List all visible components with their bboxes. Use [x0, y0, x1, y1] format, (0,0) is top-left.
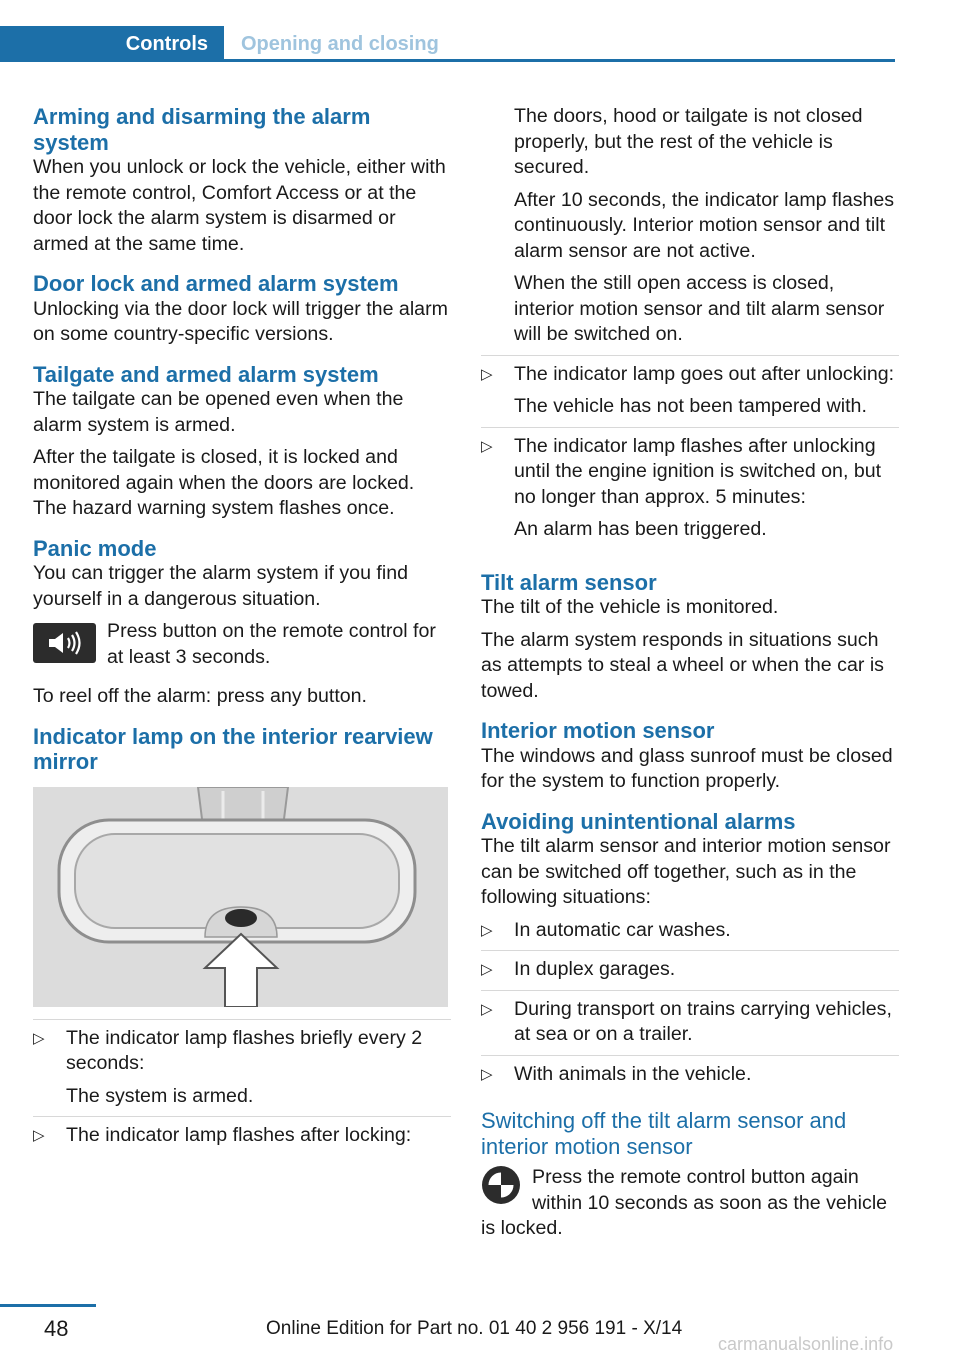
section-door-lock [33, 271, 451, 348]
switch-off-instruction [481, 1165, 899, 1242]
bullet-marker: ▷ [481, 921, 493, 939]
section-switching-off [481, 1108, 899, 1242]
situations-list [481, 918, 899, 1095]
heading-arming: Arming and disarming the alarm system [33, 104, 371, 155]
paragraph: When the still open access is closed, interior motion sensor and tilt alarm sensor will be switched on. [514, 272, 885, 345]
section-tilt-alarm [481, 570, 899, 705]
list-item-subtext: The vehicle has not been tampered with. [514, 395, 867, 417]
bullet-marker: ▷ [33, 1029, 45, 1047]
heading-interior-motion: Interior motion sensor [481, 718, 715, 743]
heading-panic-mode: Panic mode [33, 535, 157, 561]
page-number: 48 [44, 1316, 69, 1341]
bullet-marker: ▷ [481, 961, 493, 978]
heading-tailgate: Tailgate and armed alarm system [33, 361, 379, 387]
bullet-marker: ▷ [481, 437, 493, 455]
list-item [481, 1055, 899, 1095]
bullet-marker: ▷ [481, 365, 493, 383]
paragraph: Unlocking via the door lock will trigger the alarm on some country-specific versions. [33, 297, 448, 345]
bullet-marker: ▷ [33, 1127, 45, 1144]
list-item-text: The indicator lamp flashes after unlocking until the engine ignition is switched on, but no longer than approx. 5 minutes: [514, 434, 882, 508]
paragraph: The tilt of the vehicle is monitored. [481, 596, 779, 618]
list-item-text: In duplex garages. [514, 958, 676, 980]
heading-door-lock: Door lock and armed alarm system [33, 271, 399, 296]
section-avoiding-alarms [481, 809, 899, 1095]
paragraph: The doors, hood or tailgate is not closed properly, but the rest of the vehicle is secured. [514, 105, 863, 178]
paragraph: After 10 seconds, the indicator lamp flashes continuously. Interior motion sensor and tilt alarm sensor are not active. [514, 188, 895, 262]
list-item-text: During transport on trains carrying vehicles, at sea or on a trailer. [514, 997, 892, 1045]
list-item-text: The indicator lamp flashes briefly every 2 seconds: [66, 1026, 423, 1074]
section-tab-opening-closing[interactable]: Opening and closing [241, 32, 439, 55]
page-header [0, 26, 895, 62]
bmw-key-button-icon [481, 1165, 521, 1205]
list-item [481, 918, 899, 951]
left-column [33, 104, 451, 1156]
list-item-text: The indicator lamp goes out after unlocking: [514, 362, 895, 385]
bullet-marker: ▷ [481, 1000, 493, 1018]
edition-footer: Online Edition for Part no. 01 40 2 956 191 - X/14 [266, 1318, 683, 1339]
section-indicator-lamp [33, 724, 451, 1156]
paragraph: The tilt alarm sensor and interior motion sensor can be switched off together, such as in the following situations: [481, 835, 891, 908]
watermark-text: carmanualsonline.info [718, 1334, 894, 1354]
paragraph: After the tailgate is closed, it is locked and monitored again when the doors are locked. The hazard warning system flashes once. [33, 446, 415, 519]
list-item [481, 427, 899, 550]
switch-off-text: Press the remote control button again within 10 seconds as soon as the vehicle is locked. [481, 1166, 888, 1239]
right-column [481, 104, 899, 1249]
heading-indicator-lamp: Indicator lamp on the interior rearview mirror [33, 723, 433, 774]
paragraph: The windows and glass sunroof must be closed for the system to function properly. [481, 744, 893, 792]
list-item [481, 990, 899, 1055]
heading-tilt-alarm: Tilt alarm sensor [481, 569, 657, 595]
list-item [481, 950, 899, 990]
heading-avoiding-alarms: Avoiding unintentional alarms [481, 808, 796, 834]
bullet-marker: ▷ [481, 1065, 493, 1083]
panic-button-icon [33, 623, 96, 663]
section-interior-motion [481, 718, 899, 795]
panic-instruction [33, 619, 451, 670]
continued-list-item [481, 104, 899, 348]
section-arming [33, 104, 451, 257]
section-tailgate [33, 362, 451, 522]
header-divider [224, 59, 895, 62]
list-item-text: With animals in the vehicle. [514, 1062, 752, 1085]
paragraph: The alarm system responds in situations such as attempts to steal a wheel or when the car is towed. [481, 628, 884, 702]
list-item-subtext: An alarm has been triggered. [514, 518, 767, 540]
paragraph: You can trigger the alarm system if you find yourself in a dangerous situation. [33, 562, 409, 610]
list-item [33, 1116, 451, 1156]
list-item-text: In automatic car washes. [514, 918, 731, 941]
paragraph: The tailgate can be opened even when the alarm system is armed. [33, 388, 404, 436]
list-item [33, 1019, 451, 1117]
list-item-subtext: The system is armed. [66, 1084, 254, 1107]
panic-icon-text: Press button on the remote control for at least 3 seconds. [107, 620, 436, 668]
rearview-mirror-illustration [33, 787, 448, 1007]
section-panic-mode [33, 536, 451, 710]
heading-switching-off: Switching off the tilt alarm sensor and interior motion sensor [481, 1108, 847, 1159]
paragraph: When you unlock or lock the vehicle, either with the remote control, Comfort Access or at the door lock the alarm system is disarmed or armed at the same time. [33, 156, 446, 255]
section-tab-controls[interactable]: Controls [0, 26, 224, 62]
list-item [481, 355, 899, 427]
page-number-underline [0, 1304, 96, 1307]
paragraph: To reel off the alarm: press any button. [33, 685, 368, 707]
list-item-text: The indicator lamp flashes after locking: [66, 1124, 412, 1146]
